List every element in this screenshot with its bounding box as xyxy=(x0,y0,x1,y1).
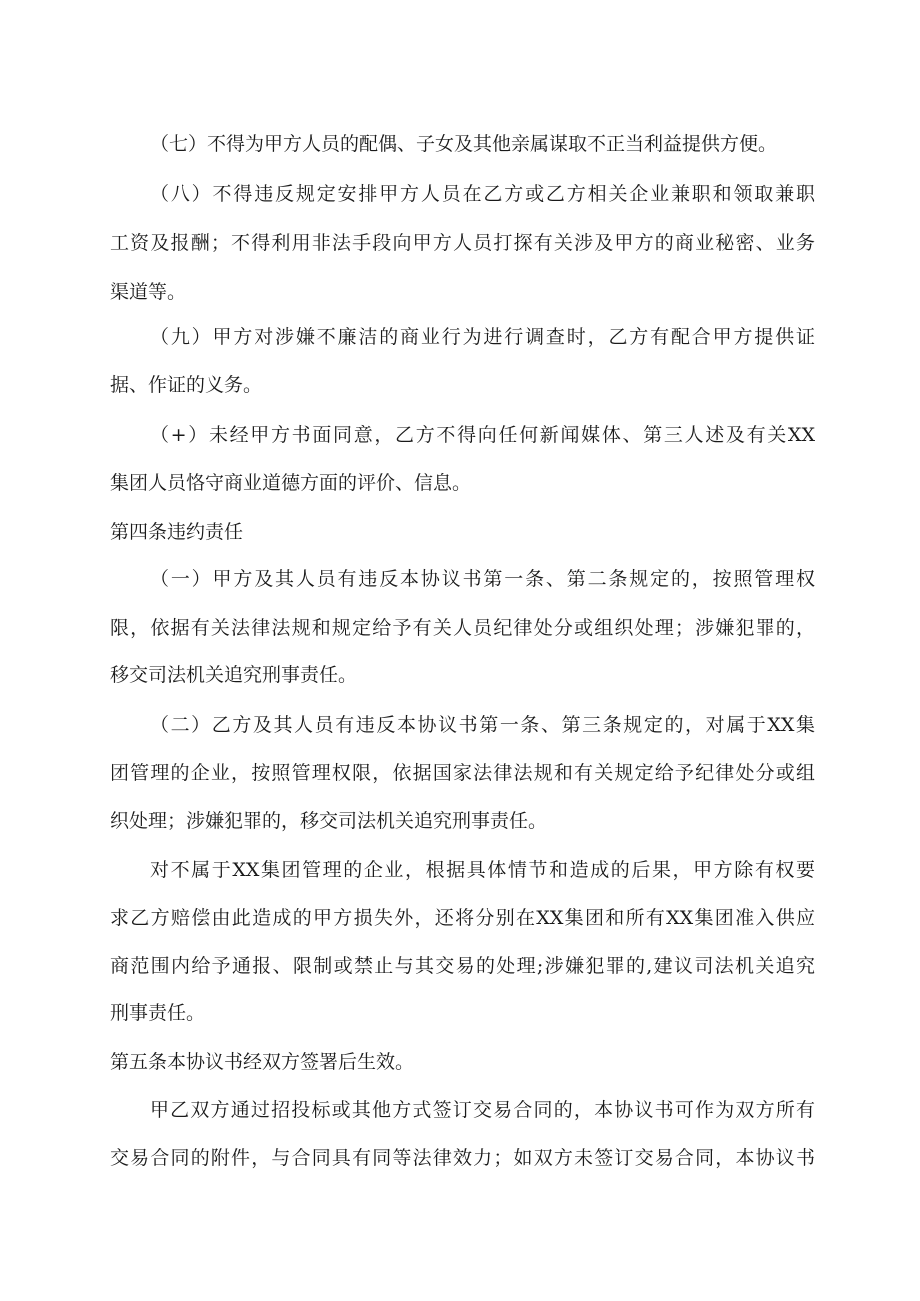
document-page xyxy=(110,0,815,1301)
article-4-heading: 第四条违约责任 xyxy=(110,521,244,543)
article-4-item-1-line-2: 限，依据有关法律法规和规定给予有关人员纪律处分或组织处理；涉嫌犯罪的， xyxy=(110,617,815,639)
paragraph-7-line-1: （七）不得为甲方人员的配偶、子女及其他亲属谋取不正当利益提供方便。 xyxy=(150,133,778,155)
article-4-item-2-line-2: 团管理的企业，按照管理权限，依据国家法律法规和有关规定给予纪律处分或组 xyxy=(110,762,815,784)
paragraph-9-line-2: 据、作证的义务。 xyxy=(110,374,263,396)
article-5-heading: 第五条本协议书经双方签署后生效。 xyxy=(110,1051,415,1073)
article-4-paragraph-line-1: 对不属于XX集团管理的企业，根据具体情节和造成的后果，甲方除有权要 xyxy=(150,859,815,881)
paragraph-8-line-1: （八）不得违反规定安排甲方人员在乙方或乙方相关企业兼职和领取兼职 xyxy=(150,183,815,205)
paragraph-8-line-3: 渠道等。 xyxy=(110,281,187,303)
article-5-paragraph-line-1: 甲乙双方通过招投标或其他方式签订交易合同的，本协议书可作为双方所有 xyxy=(150,1099,815,1121)
paragraph-10-line-1: （+）未经甲方书面同意，乙方不得向任何新闻媒体、第三人述及有关XX xyxy=(150,424,815,446)
paragraph-8-line-2: 工资及报酬；不得利用非法手段向甲方人员打探有关涉及甲方的商业秘密、业务 xyxy=(110,232,815,254)
article-4-item-2-line-1: （二）乙方及其人员有违反本协议书第一条、第三条规定的，对属于XX集 xyxy=(150,714,815,736)
article-4-paragraph-line-3: 商范围内给予通报、限制或禁止与其交易的处理;涉嫌犯罪的,建议司法机关追究 xyxy=(110,955,815,977)
article-4-paragraph-line-4: 刑事责任。 xyxy=(110,1002,206,1024)
paragraph-10-line-2: 集团人员恪守商业道德方面的评价、信息。 xyxy=(110,472,472,494)
article-5-paragraph-line-2: 交易合同的附件，与合同具有同等法律效力；如双方未签订交易合同，本协议书 xyxy=(110,1147,815,1169)
article-4-item-1-line-1: （一）甲方及其人员有违反本协议书第一条、第二条规定的，按照管理权 xyxy=(150,568,815,590)
article-4-paragraph-line-2: 求乙方赔偿由此造成的甲方损失外，还将分别在XX集团和所有XX集团准入供应 xyxy=(110,907,815,929)
paragraph-9-line-1: （九）甲方对涉嫌不廉洁的商业行为进行调查时，乙方有配合甲方提供证 xyxy=(150,326,815,348)
article-4-item-1-line-3: 移交司法机关追究刑事责任。 xyxy=(110,664,358,686)
article-4-item-2-line-3: 织处理；涉嫌犯罪的，移交司法机关追究刑事责任。 xyxy=(110,810,548,832)
